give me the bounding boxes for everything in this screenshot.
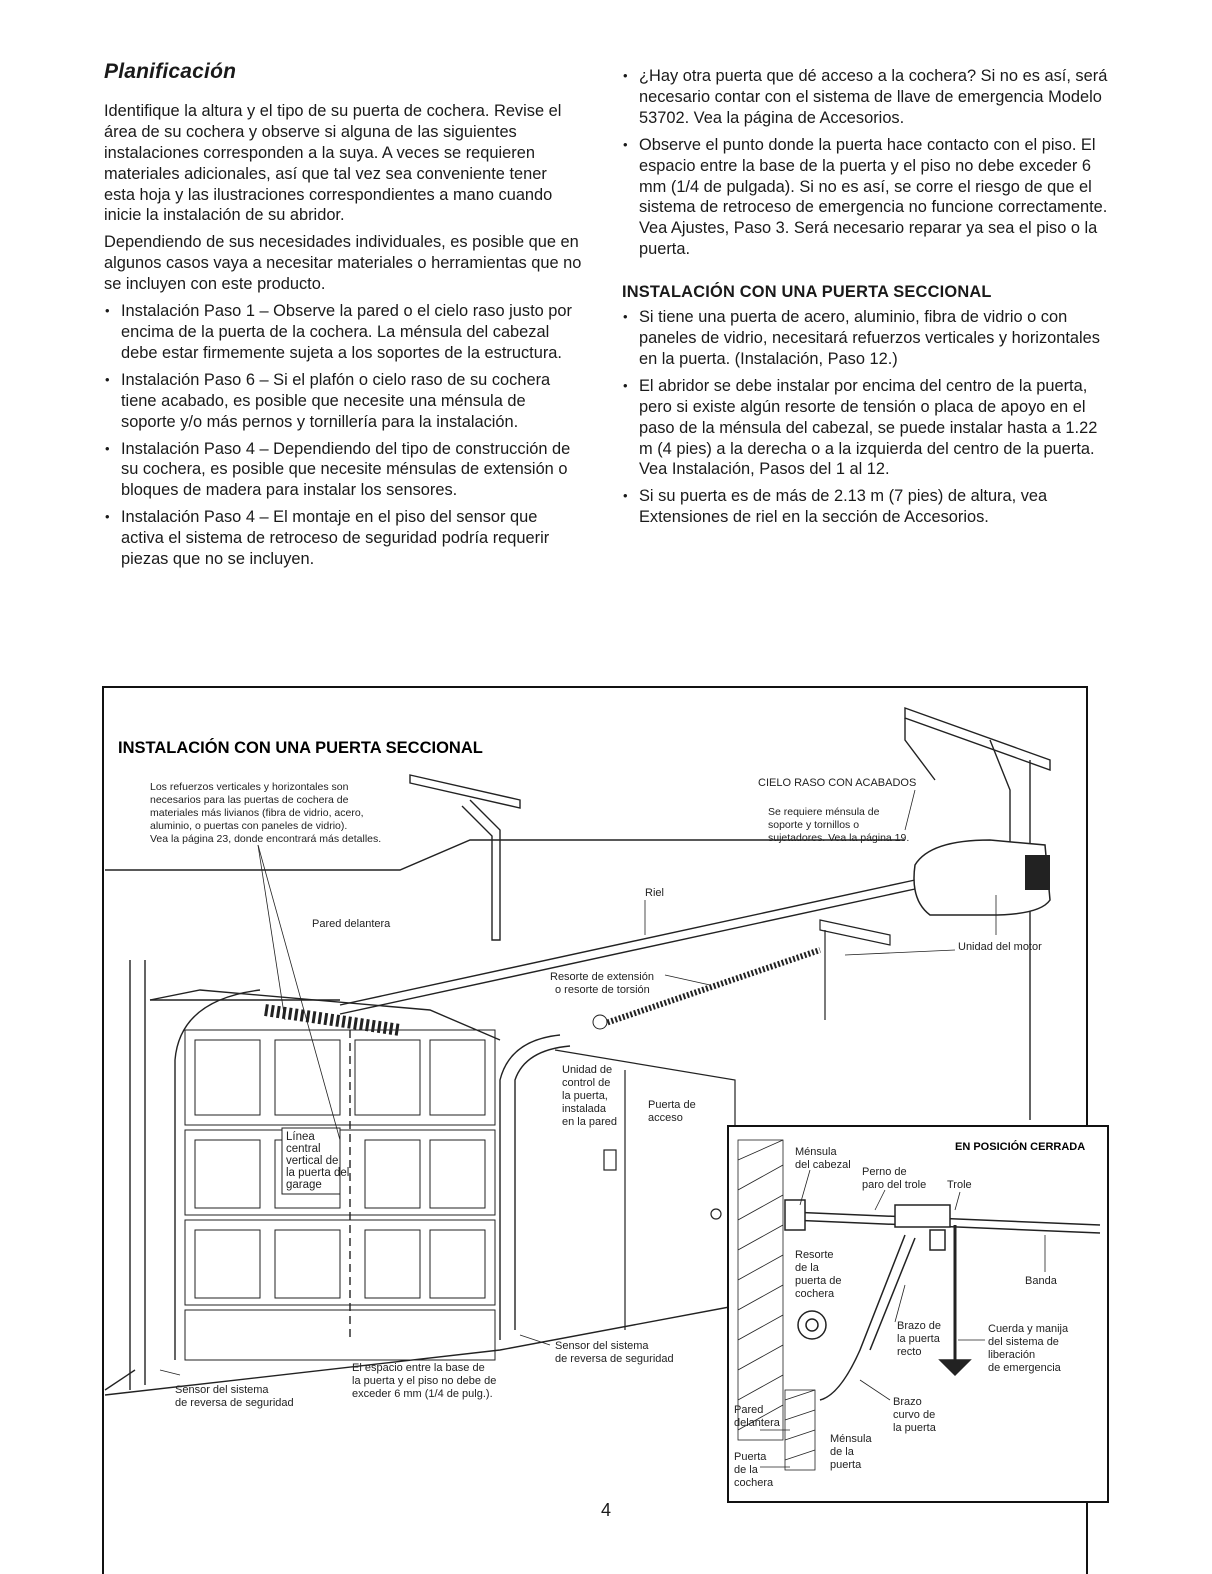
svg-text:Los refuerzos verticales y hor: Los refuerzos verticales y horizontales son: [150, 781, 349, 793]
intro-paragraph-2: Dependiendo de sus necesidades individuales, es posible que en algunos casos vaya a necesitar materiales o herramientas que no se incluyen con este producto.: [104, 233, 582, 294]
front-wall-label: Pared delantera: [312, 918, 391, 930]
inset-straight-arm-2: la puerta: [897, 1333, 940, 1345]
ceiling-label: CIELO RASO CON ACABADOS: [758, 777, 917, 789]
inset-front-wall-1: Pared: [734, 1404, 764, 1416]
inset-spring-3: puerta de: [795, 1275, 842, 1287]
gap-note-3: exceder 6 mm (1/4 de pulg.).: [352, 1388, 493, 1400]
list-item: • Observe el punto donde la puerta hace contacto con el piso. El espacio entre la base de la puerta y el piso no debe exceder 6 mm (1/4 de pulgada). Si no es así, se corre el riesgo de que el sistema de retroceso de emergencia no funcione correctamente. Vea Ajustes, Paso 3. Será necesario reparar ya sea el piso o la puerta.: [622, 135, 1108, 260]
list-item: • Si su puerta es de más de 2.13 m (7 pies) de altura, vea Extensiones de riel en la sección de Accesorios.: [622, 486, 1108, 528]
ceiling-note-1: Se requiere ménsula de: [768, 806, 880, 818]
svg-text:la puerta del: la puerta del: [286, 1167, 350, 1179]
closed-position-inset: [728, 1126, 1108, 1502]
list-item: • Si tiene una puerta de acero, aluminio, fibra de vidrio o con paneles de vidrio, necesitará refuerzos verticales y horizontales en la puerta. (Instalación, Paso 12.): [622, 307, 1108, 370]
inset-stop-bolt-2: paro del trole: [862, 1179, 927, 1191]
ceiling-note-2: soporte y tornillos o: [768, 819, 860, 831]
inset-header-bracket-1: Ménsula: [795, 1146, 837, 1158]
inset-spring-4: cochera: [795, 1288, 835, 1300]
control-unit-1: Unidad de: [562, 1064, 613, 1076]
motor-unit: [820, 840, 1050, 1020]
spring-label-2: o resorte de torsión: [555, 984, 650, 996]
access-door-1: Puerta de: [648, 1099, 696, 1111]
extension-spring: [265, 950, 820, 1030]
inset-door-bracket-3: puerta: [830, 1459, 862, 1471]
page-title: Planificación: [104, 60, 237, 83]
spring-label-1: Resorte de extensión: [550, 971, 654, 983]
inset-stop-bolt-1: Perno de: [862, 1166, 907, 1178]
gap-note-2: la puerta y el piso no debe de: [352, 1375, 497, 1387]
inset-garage-door-1: Puerta: [734, 1451, 767, 1463]
list-item: • Instalación Paso 4 – Dependiendo del tipo de construcción de su cochera, es posible que necesite ménsulas de extensión o bloques de madera para instalar los sensores.: [104, 439, 582, 502]
control-unit-3: la puerta,: [562, 1090, 608, 1102]
control-unit-2: control de: [562, 1077, 611, 1089]
inset-release-1: Cuerda y manija: [988, 1323, 1069, 1335]
list-item: • El abridor se debe instalar por encima del centro de la puerta, pero si existe algún resorte de tensión o placa de apoyo en el paso de la ménsula del cabezal, se puede instalar hasta a 1.22 m (4 pies) a la derecha o a la izquierda del centro de la puerta. Vea Instalación, Pasos del 1 al 12.: [622, 376, 1108, 481]
svg-text:Vea la página 23, donde encont: Vea la página 23, donde encontrará más detalles.: [150, 833, 382, 845]
svg-text:materiales más livianos (fibra: materiales más livianos (fibra de vidrio, acero,: [150, 807, 364, 819]
sensor-right-1: Sensor del sistema: [555, 1340, 649, 1352]
motor-unit-label: Unidad del motor: [958, 941, 1042, 953]
inset-release-2: del sistema de: [988, 1336, 1059, 1348]
reinforcement-note: [150, 781, 381, 845]
list-item: • Instalación Paso 1 – Observe la pared o el cielo raso justo por encima de la puerta de la cochera. La ménsula del cabezal debe estar firmemente sujeta a los soportes de la estructura.: [104, 301, 582, 364]
svg-text:aluminio, o puertas con panele: aluminio, o puertas con paneles de vidrio).: [150, 820, 348, 832]
inset-straight-arm-1: Brazo de: [897, 1320, 942, 1332]
sensor-left-1: Sensor del sistema: [175, 1384, 269, 1396]
sensor-left-2: de reversa de seguridad: [175, 1397, 294, 1409]
gap-note-1: El espacio entre la base de: [352, 1362, 485, 1374]
inset-curved-arm-1: Brazo: [893, 1396, 922, 1408]
svg-text:vertical de: vertical de: [286, 1155, 339, 1167]
inset-title: EN POSICIÓN CERRADA: [955, 1141, 1086, 1153]
inset-belt: Banda: [1025, 1275, 1057, 1287]
inset-release-4: de emergencia: [988, 1362, 1061, 1374]
svg-text:garage: garage: [286, 1179, 322, 1191]
inset-curved-arm-2: curvo de: [893, 1409, 936, 1421]
list-item: • Instalación Paso 6 – Si el plafón o cielo raso de su cochera tiene acabado, es posible que necesite una ménsula de soporte y/o más pernos y tornillería para la instalación.: [104, 370, 582, 433]
inset-garage-door-2: de la: [734, 1464, 758, 1476]
ceiling-note-3: sujetadores. Vea la página 19.: [768, 832, 910, 844]
garage-door: [105, 960, 740, 1395]
inset-curved-arm-3: la puerta: [893, 1422, 936, 1434]
svg-text:central: central: [286, 1143, 321, 1155]
inset-spring-2: de la: [795, 1262, 819, 1274]
inset-spring-1: Resorte: [795, 1249, 834, 1261]
list-item: • ¿Hay otra puerta que dé acceso a la cochera? Si no es así, será necesario contar con el sistema de llave de emergencia Modelo 53702. Vea la página de Accesorios.: [622, 66, 1108, 129]
control-unit-4: instalada: [562, 1103, 607, 1115]
inset-release-3: liberación: [988, 1349, 1036, 1361]
intro-paragraph-1: Identifique la altura y el tipo de su puerta de cochera. Revise el área de su cochera y observe si alguna de las siguientes instalaciones corresponden a la suya. A veces se requieren materiales adicionales, así que tal vez sea conveniente tener esta hoja y las ilustraciones correspondientes a mano cuando inicie la instalación de su abridor.: [104, 101, 562, 225]
inset-header-bracket-2: del cabezal: [795, 1159, 851, 1171]
inset-door-bracket-2: de la: [830, 1446, 854, 1458]
inset-door-bracket-1: Ménsula: [830, 1433, 872, 1445]
page-number: 4: [600, 1500, 611, 1520]
list-item: • Instalación Paso 4 – El montaje en el piso del sensor que activa el sistema de retroceso de seguridad podría requerir piezas que no se incluyen.: [104, 507, 582, 570]
sensor-right-2: de reversa de seguridad: [555, 1353, 674, 1365]
inset-garage-door-3: cochera: [734, 1477, 774, 1489]
svg-text:Línea: Línea: [286, 1131, 315, 1143]
inset-front-wall-2: delantera: [734, 1417, 780, 1429]
inset-trolley: Trole: [947, 1179, 972, 1191]
section-heading: INSTALACIÓN CON UNA PUERTA SECCIONAL: [622, 283, 992, 302]
rail: [150, 880, 915, 1014]
access-door-2: acceso: [648, 1112, 683, 1124]
svg-text:necesarios para las puertas de: necesarios para las puertas de cochera de: [150, 794, 349, 806]
control-unit-5: en la pared: [562, 1116, 618, 1128]
inset-straight-arm-3: recto: [897, 1346, 922, 1358]
rail-label: Riel: [645, 887, 664, 899]
figure-title: INSTALACIÓN CON UNA PUERTA SECCIONAL: [118, 739, 483, 757]
